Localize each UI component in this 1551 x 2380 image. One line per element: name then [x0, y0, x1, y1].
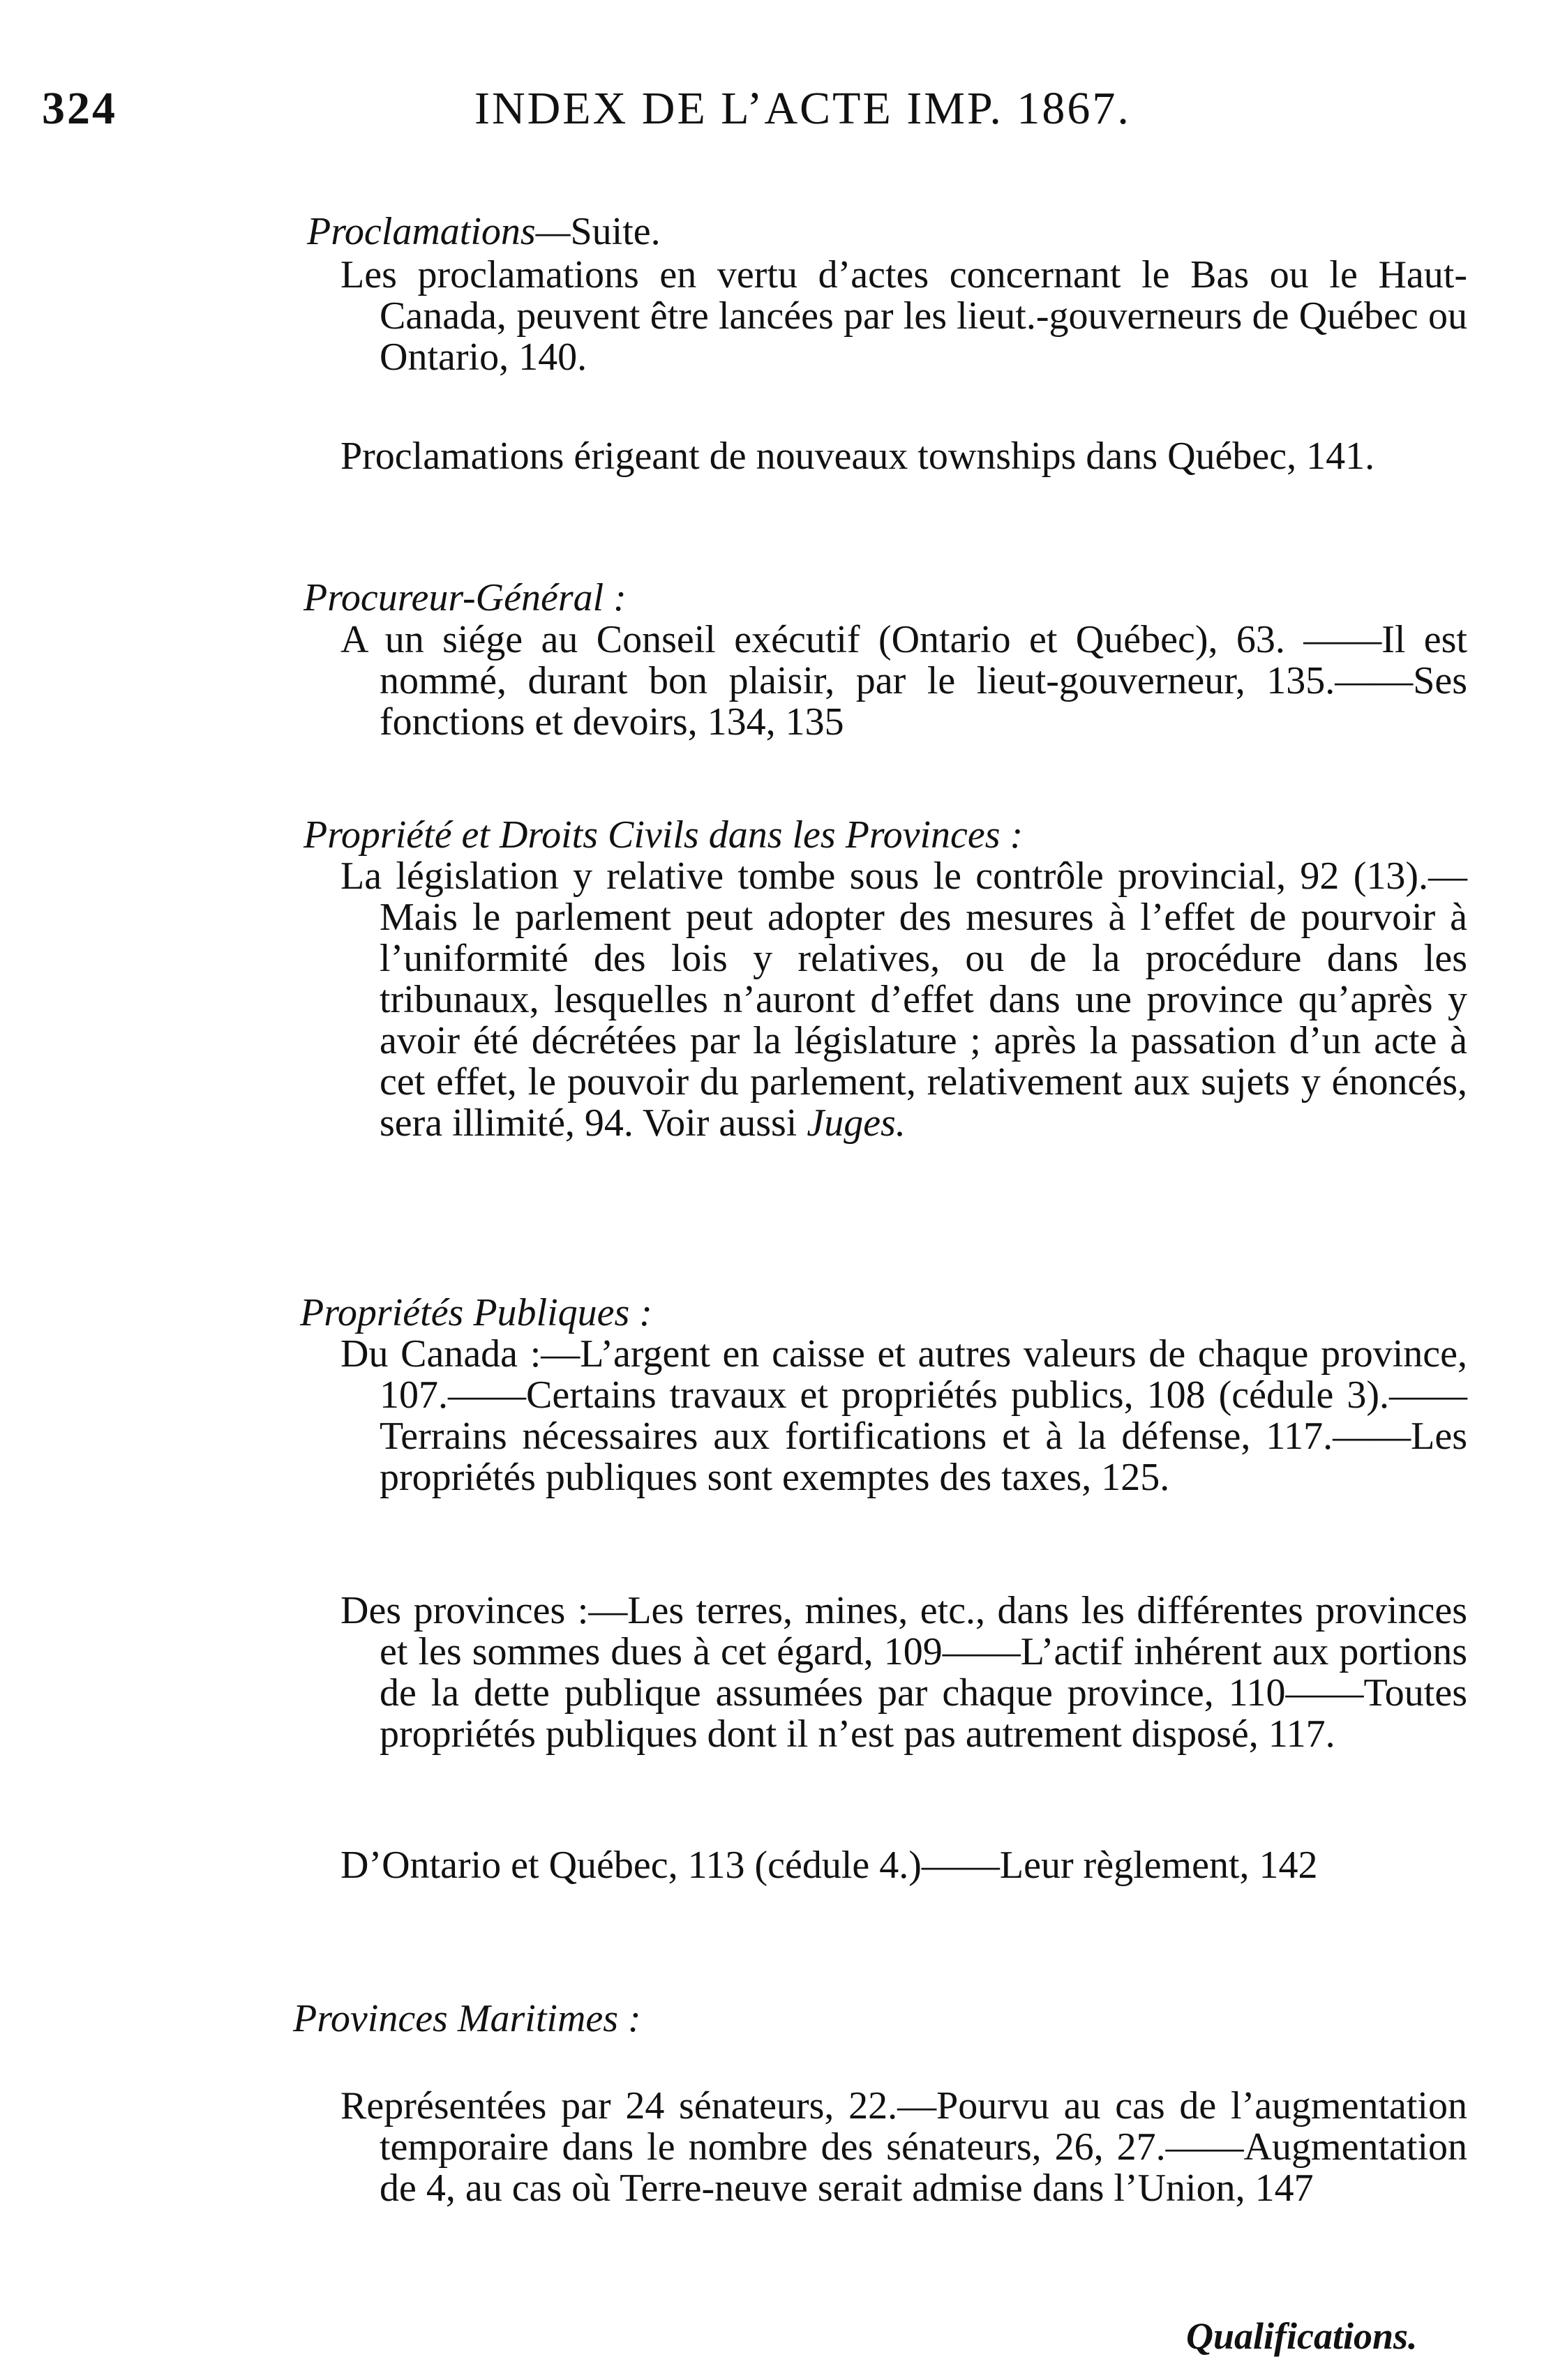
- entry-paragraph: Représentées par 24 sénateurs, 22.—Pourvu au cas de l’augmentation temporaire dans le nombre des sénateurs, 26, 27.——Augmentation de 4, au cas où Terre-neuve serait admise dans l’Union, 147: [340, 2084, 1467, 2210]
- entry-paragraph: Les proclamations en vertu d’actes concernant le Bas ou le Haut-Canada, peuvent être lancées par les lieut.-gouverneurs de Québec ou Ontario, 140.: [340, 253, 1467, 379]
- entry-paragraph: Proclamations érigeant de nouveaux townships dans Québec, 141.: [340, 435, 1375, 478]
- page-number: 324: [42, 83, 117, 134]
- entry-paragraph: D’Ontario et Québec, 113 (cédule 4.)——Leur règlement, 142: [340, 1844, 1318, 1887]
- entry-heading-label: Proclamations—: [307, 210, 571, 253]
- entry-paragraph: A un siége au Conseil exécutif (Ontario et Québec), 63. ——Il est nommé, durant bon plaisir, par le lieut-gouverneur, 135.——Ses fonctions et devoirs, 134, 135: [340, 618, 1467, 744]
- entry-heading-proprietes-publiques: Propriétés Publiques :: [300, 1291, 652, 1334]
- entry-heading-procureur: Procureur-Général :: [304, 576, 627, 619]
- page-header: [42, 82, 1507, 145]
- entry-heading-propriete: Propriété et Droits Civils dans les Provinces :: [304, 813, 1024, 857]
- entry-paragraph: [340, 856, 1467, 1144]
- entry-heading-proclamations: [307, 209, 661, 254]
- cross-reference: Juges.: [807, 1101, 906, 1145]
- entry-paragraph: Du Canada :—L’argent en caisse et autres valeurs de chaque province, 107.——Certains travaux et propriétés publics, 108 (cédule 3).——Terrains nécessaires aux fortifications et à la défense, 117.——Les propriétés publiques sont exemptes des taxes, 125.: [340, 1332, 1467, 1499]
- running-title: INDEX DE L’ACTE IMP. 1867.: [474, 83, 1131, 134]
- entry-text: La législation y relative tombe sous le contrôle provincial, 92 (13).—Mais le parlement peut adopter des mesures à l’effet de pourvoir à l’uniformité des lois y relatives, ou de la procédure dans les tribunaux, lesquelles n’auront d’effet dans une province qu’après y avoir été décrétées par la législature ; après la passation d’un acte à cet effet, le pouvoir du parlement, relativement aux sujets y énoncés, sera illimité, 94. Voir aussi: [340, 854, 1467, 1145]
- entry-paragraph: Des provinces :—Les terres, mines, etc., dans les différentes provinces et les sommes dues à cet égard, 109——L’actif inhérent aux portions de la dette publique assumées par chaque province, 110——Toutes propriétés publiques dont il n’est pas autrement disposé, 117.: [340, 1589, 1467, 1756]
- entry-heading-provinces-maritimes: Provinces Maritimes :: [293, 1997, 641, 2040]
- catchword: Qualifications.: [1186, 2315, 1418, 2357]
- entry-heading-suffix: Suite.: [570, 210, 661, 253]
